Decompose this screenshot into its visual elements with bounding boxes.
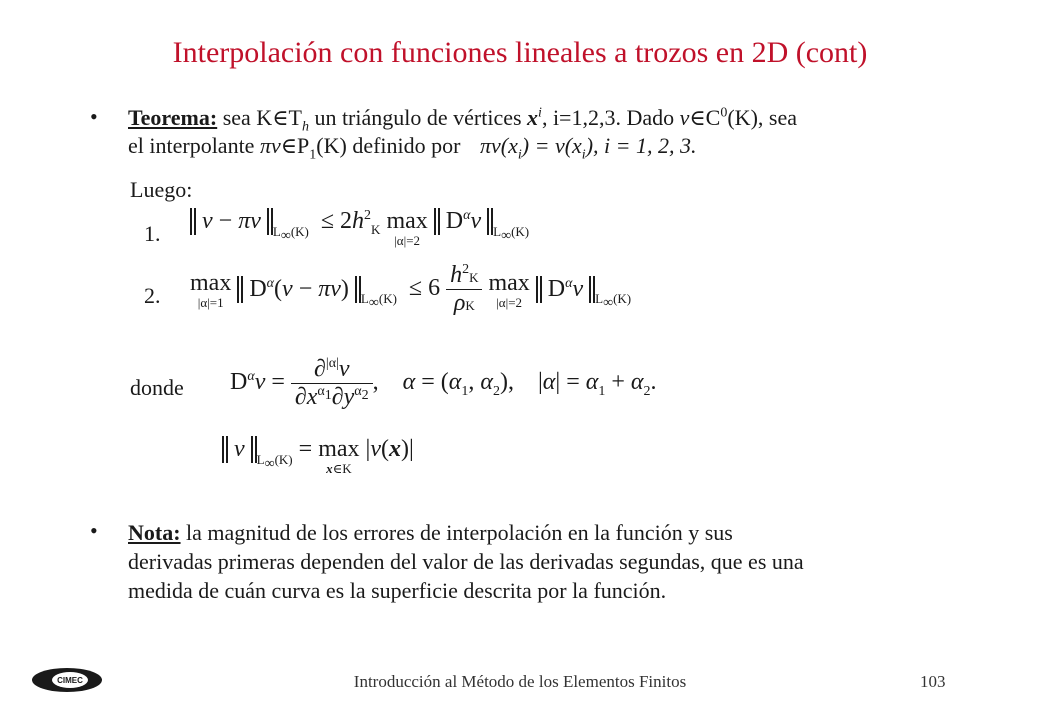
slide-title: Interpolación con funciones lineales a trozos en 2D (cont) xyxy=(172,36,868,69)
bullet-marker: • xyxy=(90,518,98,543)
element-of-symbol: ∈ xyxy=(272,105,289,130)
theorem-text: π xyxy=(259,133,271,158)
note-text: medida de cuán curva es la superficie descrita por la función. xyxy=(128,578,667,603)
theorem-text: v xyxy=(270,133,281,158)
derivative-definition: $D^\alpha v$ = $\frac{\partial^{|\alpha|}v}{\partial x^{\alpha_1}\partial y^{\alpha_2}}$ , $\alpha = (\alpha_1$, $\alpha_2$), $|\alpha| = \alpha_1 + \alpha_2$. xyxy=(230,356,657,410)
note-paragraph xyxy=(128,518,1008,605)
theorem-text: x xyxy=(527,105,539,130)
theorem-text: , i=1,2,3. Dado xyxy=(541,105,675,130)
theorem-text: P xyxy=(297,133,310,158)
theorem-text: sea K xyxy=(222,105,273,130)
note-text: la magnitud de los errores de interpolación en la función y sus xyxy=(186,520,733,545)
theorem-text: v xyxy=(679,105,690,130)
element-of-symbol: ∈ xyxy=(280,133,298,158)
donde-label: donde xyxy=(130,375,184,400)
theorem-paragraph xyxy=(128,104,988,163)
theorem-text: ), i = 1, 2, 3. xyxy=(585,133,697,158)
theorem-text: T xyxy=(288,105,302,130)
theorem-text: (K), sea xyxy=(727,105,797,130)
infinity-norm-definition: v $_{L_\infty(K)}$ = max x∈K |v(x)| xyxy=(222,436,414,476)
theorem-text: C xyxy=(705,105,721,130)
interpolant-definition xyxy=(479,133,697,163)
theorem-text: (K) definido por xyxy=(316,133,461,158)
theorem-text: el interpolante xyxy=(128,133,255,158)
theorem-text: i xyxy=(517,147,522,163)
error-estimate-1: v − πv $_{L_\infty(K)} \le 2h^2_K$ max |α|=2 $D^\alpha v$ $_{L_\infty(K)}$ xyxy=(190,208,529,248)
item-1-number: 1. xyxy=(144,221,161,246)
theorem-text: un triángulo de vértices xyxy=(314,105,522,130)
item-2-number: 2. xyxy=(144,283,161,308)
theorem-text: 1 xyxy=(309,147,317,163)
theorem-text: i xyxy=(538,105,542,121)
theorem-text: ) = v(x xyxy=(521,133,582,158)
theorem-text: πv(x xyxy=(479,133,518,158)
footer-course-title: Introducción al Método de los Elementos Finitos xyxy=(353,672,687,691)
theorem-text: 0 xyxy=(720,105,728,121)
theorem-label: Teorema: xyxy=(128,105,218,130)
bullet-marker: • xyxy=(90,104,98,129)
theorem-text: h xyxy=(301,119,309,135)
error-estimate-2: max |α|=1 $D^\alpha(v - \pi v) _{L_\infty(K)} \le 6$ $\frac{h^2K}{\rho K}$ max |α|=2 $D^\alpha v$ $_{L_\infty(K)}$ xyxy=(190,262,632,316)
theorem-text: i xyxy=(581,147,586,163)
element-of-symbol: ∈ xyxy=(689,105,706,130)
note-text: derivadas primeras dependen del valor de las derivadas segundas, que es una xyxy=(128,549,804,574)
page-number: 103 xyxy=(920,672,946,691)
svg-text:CIMEC: CIMEC xyxy=(57,676,83,685)
luego-label: Luego: xyxy=(130,177,193,202)
note-label: Nota: xyxy=(128,520,181,545)
